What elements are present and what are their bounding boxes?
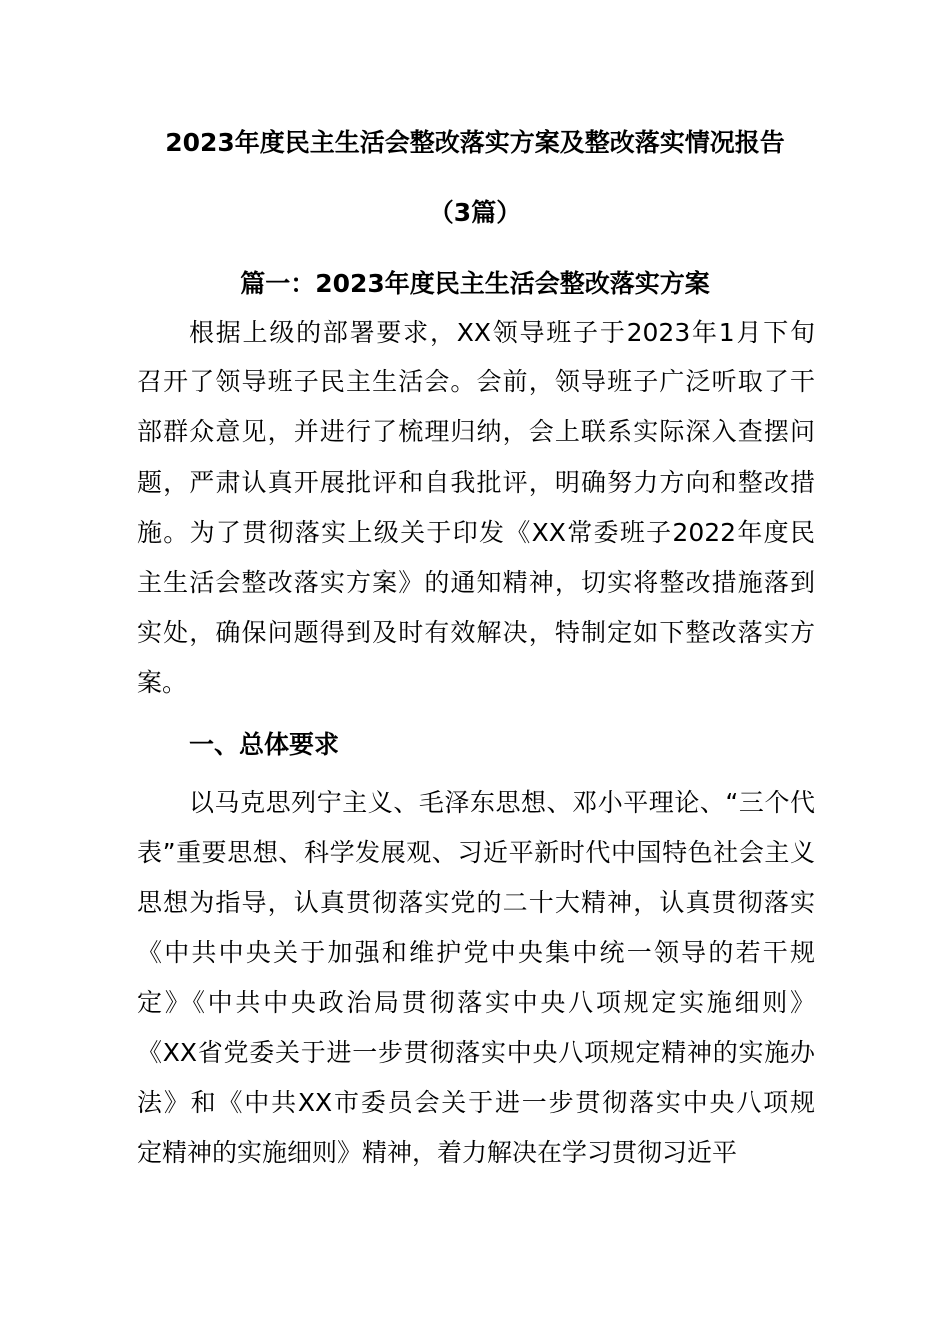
document-title: 2023年度民主生活会整改落实方案及整改落实情况报告: [165, 128, 785, 157]
paragraph-line: 以马克思列宁主义、毛泽东思想、邓小平理论、“三个代: [189, 788, 815, 817]
paragraph-line: 实处，确保问题得到及时有效解决，特制定如下整改落实方: [137, 618, 815, 647]
paragraph-line: 法》和《中共XX市委员会关于进一步贯彻落实中央八项规: [137, 1088, 815, 1117]
paragraph-line: 题，严肃认真开展批评和自我批评，明确努力方向和整改措: [137, 468, 815, 497]
paragraph-line: 案。: [137, 668, 188, 697]
paragraph-line: 定精神的实施细则》精神，着力解决在学习贯彻习近平: [137, 1138, 738, 1167]
paragraph-line: 部群众意见，并进行了梳理归纳，会上联系实际深入查摆问: [137, 417, 815, 446]
paragraph-line: 《中共中央关于加强和维护党中央集中统一领导的若干规: [137, 938, 815, 967]
section-heading: 一、总体要求: [189, 730, 340, 759]
paragraph-line: 主生活会整改落实方案》的通知精神，切实将整改措施落到: [137, 568, 815, 597]
paragraph-line: 《XX省党委关于进一步贯彻落实中央八项规定精神的实施办: [137, 1038, 815, 1067]
document-subtitle: （3篇）: [428, 198, 522, 227]
paragraph-line: 施。为了贯彻落实上级关于印发《XX常委班子2022年度民: [137, 518, 815, 547]
paragraph-line: 表”重要思想、科学发展观、习近平新时代中国特色社会主义: [137, 838, 815, 867]
paragraph-line: 根据上级的部署要求，XX领导班子于2023年1月下旬: [189, 318, 815, 347]
paragraph-line: 召开了领导班子民主生活会。会前，领导班子广泛听取了干: [137, 367, 815, 396]
paragraph-line: 思想为指导，认真贯彻落实党的二十大精神，认真贯彻落实: [137, 888, 815, 917]
part-heading: 篇一：2023年度民主生活会整改落实方案: [240, 269, 710, 298]
paragraph-line: 定》《中共中央政治局贯彻落实中央八项规定实施细则》: [137, 988, 815, 1017]
